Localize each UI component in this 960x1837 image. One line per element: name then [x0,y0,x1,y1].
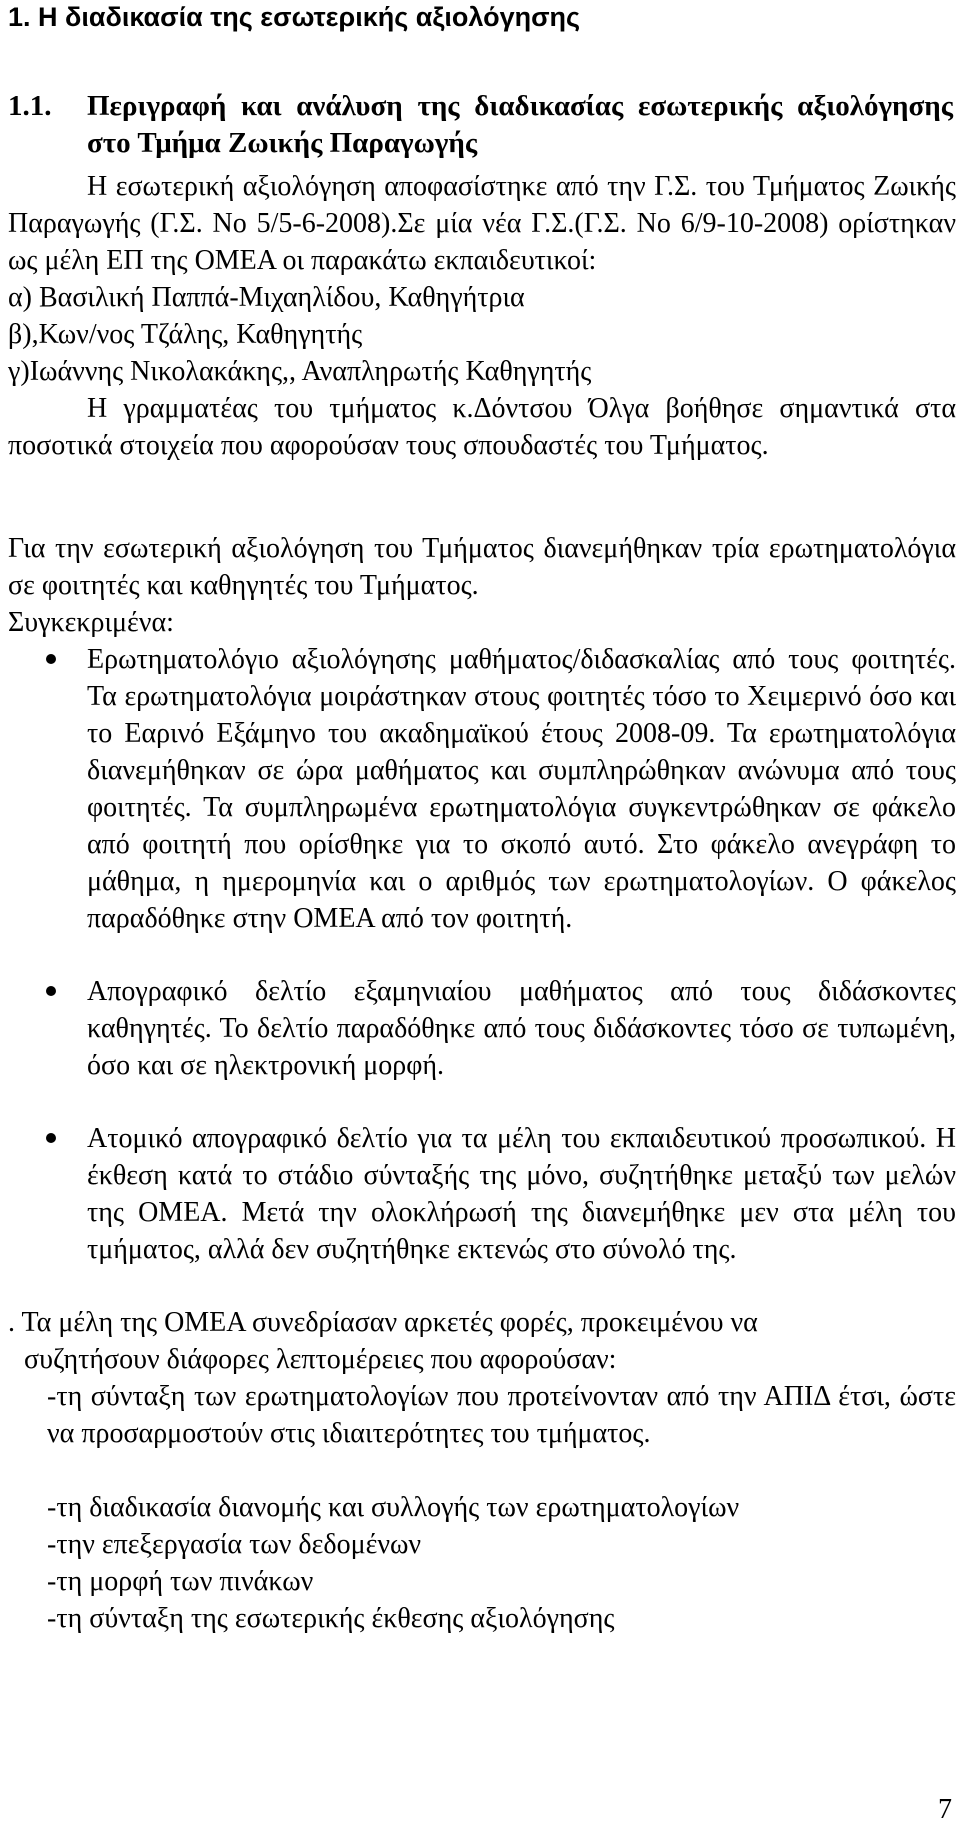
bullet-icon [46,986,56,996]
dash-item: -την επεξεργασία των δεδομένων [47,1529,422,1560]
bullet-text: Απογραφικό δελτίο εξαμηνιαίου μαθήματος από τους διδάσκοντες καθηγητές. Το δελτίο παραδόθηκε από τους διδάσκοντες τόσο σε τυπωμένη, όσο και σε ηλεκτρονική μορφή. [87,976,956,1081]
member-item: γ)Ιωάννης Νικολακάκης,, Αναπληρωτής Καθηγητής [8,356,592,387]
subsection-title: Περιγραφή και ανάλυση της διαδικασίας εσωτερικής αξιολόγησης στο Τμήμα Ζωικής Παραγωγής [87,90,953,159]
page-number: 7 [938,1794,952,1825]
bullet-text: Ατομικό απογραφικό δελτίο για τα μέλη του εκπαιδευτικού προσωπικού. Η έκθεση κατά το στάδιο σύνταξής της μόνο, συζητήθηκε μεταξύ των μελών της ΟΜΕΑ. Μετά την ολοκλήρωσή της διανεμήθηκε μεν στα μέλη του τμήματος, αλλά δεν συζητήθηκε εκτενώς στο σύνολό της. [87,1123,956,1265]
secretary-paragraph: Η γραμματέας του τμήματος κ.Δόντσου Όλγα βοήθησε σημαντικά στα ποσοτικά στοιχεία που αφορούσαν τους σπουδαστές του Τμήματος. [8,393,956,461]
specifically-label: Συγκεκριμένα: [8,607,174,638]
bullet-item-course-record [8,973,956,1123]
subsection-number: 1.1. [8,90,52,122]
member-item: β),Κων/νος Τζάλης, Καθηγητής [8,319,363,350]
dash-item: -τη σύνταξη της εσωτερικής έκθεσης αξιολόγησης [47,1603,615,1634]
bullet-text: Ερωτηματολόγιο αξιολόγησης μαθήματος/διδασκαλίας από τους φοιτητές. Τα ερωτηματολόγια μοιράστηκαν στους φοιτητές τόσο το Χειμερινό όσο και το Εαρινό Εξάμηνο του ακαδημαϊκού έτους 2008-09. Τα ερωτηματολόγια διανεμήθηκαν σε ώρα μαθήματος και συμπληρώθηκαν ανώνυμα από τους φοιτητές. Τα συμπληρωμένα ερωτηματολόγια συγκεντρώθηκαν σε φάκελο από φοιτητή που ορίσθηκε για το σκοπό αυτό. Στο φάκελο ανεγράφη το μάθημα, η ημερομηνία και ο αριθμός των ερωτηματολογίων. Ο φάκελος παραδόθηκε στην ΟΜΕΑ από τον φοιτητή. [87,644,956,934]
section-heading: 1. Η διαδικασία της εσωτερικής αξιολόγησης [8,2,581,32]
bullet-item-student-questionnaire [8,641,956,941]
meetings-line-2: συζητήσουν διάφορες λεπτομέρειες που αφορούσαν: [24,1344,617,1375]
dash-item: -τη μορφή των πινάκων [47,1566,314,1597]
dash-item: -τη διαδικασία διανομής και συλλογής των ερωτηματολογίων [47,1492,740,1523]
bullet-item-staff-record [8,1120,956,1310]
intro-paragraph: Η εσωτερική αξιολόγηση αποφασίστηκε από την Γ.Σ. του Τμήματος Ζωικής Παραγωγής (Γ.Σ. Νο 5/5-6-2008).Σε μία νέα Γ.Σ.(Γ.Σ. Νο 6/9-10-2008) ορίστηκαν ως μέλη ΕΠ της ΟΜΕΑ οι παρακάτω εκπαιδευτικοί: [8,171,956,276]
dash-item-first: -τη σύνταξη των ερωτηματολογίων που προτείνονταν από την ΑΠΙΔ έτσι, ώστε να προσαρμοστούν στις ιδιαιτερότητες του τμήματος. [47,1381,956,1449]
meetings-line-1: . Τα μέλη της ΟΜΕΑ συνεδρίασαν αρκετές φορές, προκειμένου να [8,1307,758,1338]
bullet-icon [46,654,56,664]
dash-list [47,1489,956,1637]
member-list [8,279,956,390]
bullet-icon [46,1133,56,1143]
member-item: α) Βασιλική Παππά-Μιχαηλίδου, Καθηγήτρια [8,282,525,313]
questionnaires-paragraph: Για την εσωτερική αξιολόγηση του Τμήματος διανεμήθηκαν τρία ερωτηματολόγια σε φοιτητές και καθηγητές του Τμήματος. [8,533,956,601]
